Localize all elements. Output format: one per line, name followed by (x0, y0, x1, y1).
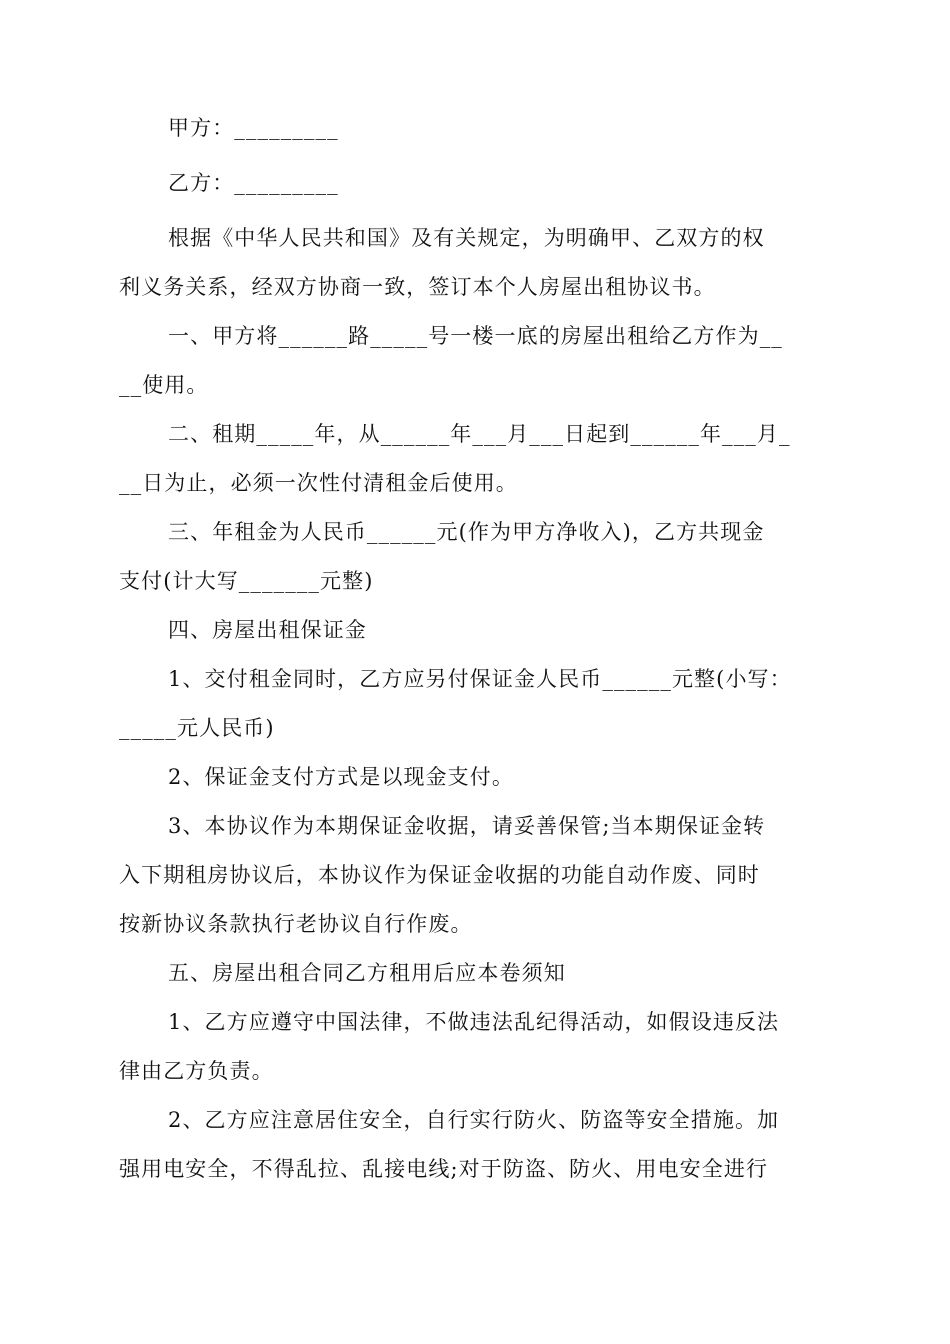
clause-5-1-line-2: 律由乙方负责。 (119, 1059, 274, 1083)
section-5-heading: 五、房屋出租合同乙方租用后应本卷须知 (168, 961, 566, 985)
section-4-heading: 四、房屋出租保证金 (168, 618, 367, 642)
clause-4-1-line-2: _____元人民币) (119, 716, 275, 740)
party-b-line: 乙方：_________ (168, 171, 339, 195)
clause-1-line-1: 一、甲方将______路_____号一楼一底的房屋出租给乙方作为__ (168, 324, 783, 348)
clause-2-line-2: __日为止，必须一次性付清租金后使用。 (119, 471, 518, 495)
document-body (119, 104, 834, 1194)
clause-4-2-line: 2、保证金支付方式是以现金支付。 (168, 765, 514, 789)
clause-1-line-2: __使用。 (119, 373, 209, 397)
clause-2-line-1: 二、租期_____年，从______年___月___日起到______年___月_ (168, 422, 791, 446)
clause-4-1-line-1: 1、交付租金同时，乙方应另付保证金人民币______元整(小写： (168, 667, 792, 691)
clause-5-2-line-2: 强用电安全，不得乱拉、乱接电线;对于防盗、防火、用电安全进行 (119, 1157, 769, 1181)
clause-4-3-line-3: 按新协议条款执行老协议自行作废。 (119, 912, 473, 936)
preamble-line-1: 根据《中华人民共和国》及有关规定，为明确甲、乙双方的权 (168, 226, 765, 250)
clause-4-3-line-1: 3、本协议作为本期保证金收据，请妥善保管;当本期保证金转 (168, 814, 766, 838)
clause-5-2-line-1: 2、乙方应注意居住安全，自行实行防火、防盗等安全措施。加 (168, 1108, 780, 1132)
party-a-line: 甲方：_________ (168, 116, 339, 140)
clause-4-3-line-2: 入下期租房协议后，本协议作为保证金收据的功能自动作废、同时 (119, 863, 760, 887)
clause-3-line-2: 支付(计大写_______元整) (119, 569, 374, 593)
clause-5-1-line-1: 1、乙方应遵守中国法律，不做违法乱纪得活动，如假设违反法 (168, 1010, 780, 1034)
clause-3-line-1: 三、年租金为人民币______元(作为甲方净收入)，乙方共现金 (168, 520, 765, 544)
preamble-line-2: 利义务关系，经双方协商一致，签订本个人房屋出租协议书。 (119, 275, 716, 299)
